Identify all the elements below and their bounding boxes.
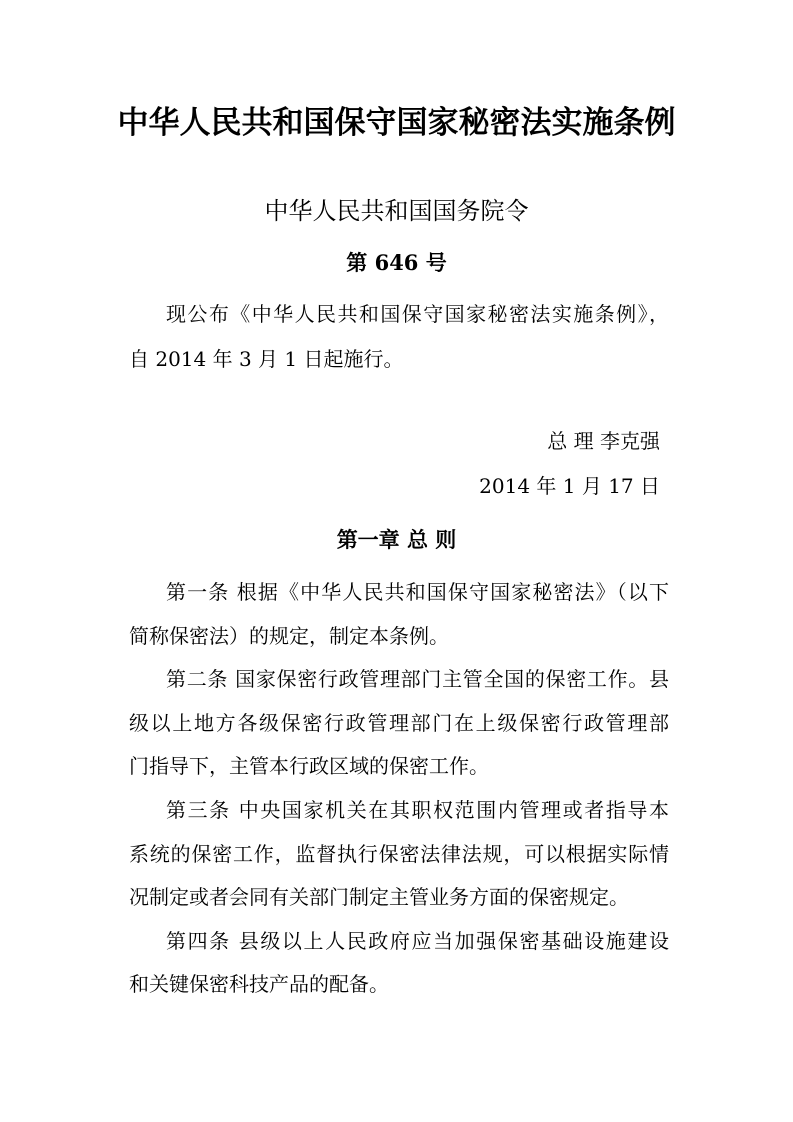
article-2-line-1: 第二条 国家保密行政管理部门主管全国的保密工作。县 xyxy=(166,667,669,691)
article-4-line-1: 第四条 县级以上人民政府应当加强保密基础设施建设 xyxy=(166,929,669,953)
article-1-line-1: 第一条 根据《中华人民共和国保守国家秘密法》（以下 xyxy=(166,580,669,604)
order-number: 第 646 号 xyxy=(346,250,447,275)
signatory: 总 理 李克强 xyxy=(547,429,660,453)
chapter-heading: 第一章 总 则 xyxy=(336,527,457,552)
signature-date: 2014 年 1 月 17 日 xyxy=(479,474,660,498)
article-3-line-1: 第三条 中央国家机关在其职权范围内管理或者指导本 xyxy=(166,798,669,822)
article-3-line-2: 系统的保密工作，监督执行保密法律法规，可以根据实际情 xyxy=(129,842,669,866)
article-2-line-3: 门指导下，主管本行政区域的保密工作。 xyxy=(129,754,489,778)
article-3-line-3: 况制定或者会同有关部门制定主管业务方面的保密规定。 xyxy=(129,885,629,909)
article-2-line-2: 级以上地方各级保密行政管理部门在上级保密行政管理部 xyxy=(129,711,669,735)
article-4-line-2: 和关键保密科技产品的配备。 xyxy=(129,972,389,996)
issuer-heading: 中华人民共和国国务院令 xyxy=(264,197,529,225)
article-1-line-2: 简称保密法）的规定，制定本条例。 xyxy=(129,624,449,648)
promulgation-line-1: 现公布《中华人民共和国保守国家秘密法实施条例》， xyxy=(166,302,669,326)
promulgation-line-2: 自 2014 年 3 月 1 日起施行。 xyxy=(129,347,404,371)
document-title: 中华人民共和国保守国家秘密法实施条例 xyxy=(117,105,676,141)
